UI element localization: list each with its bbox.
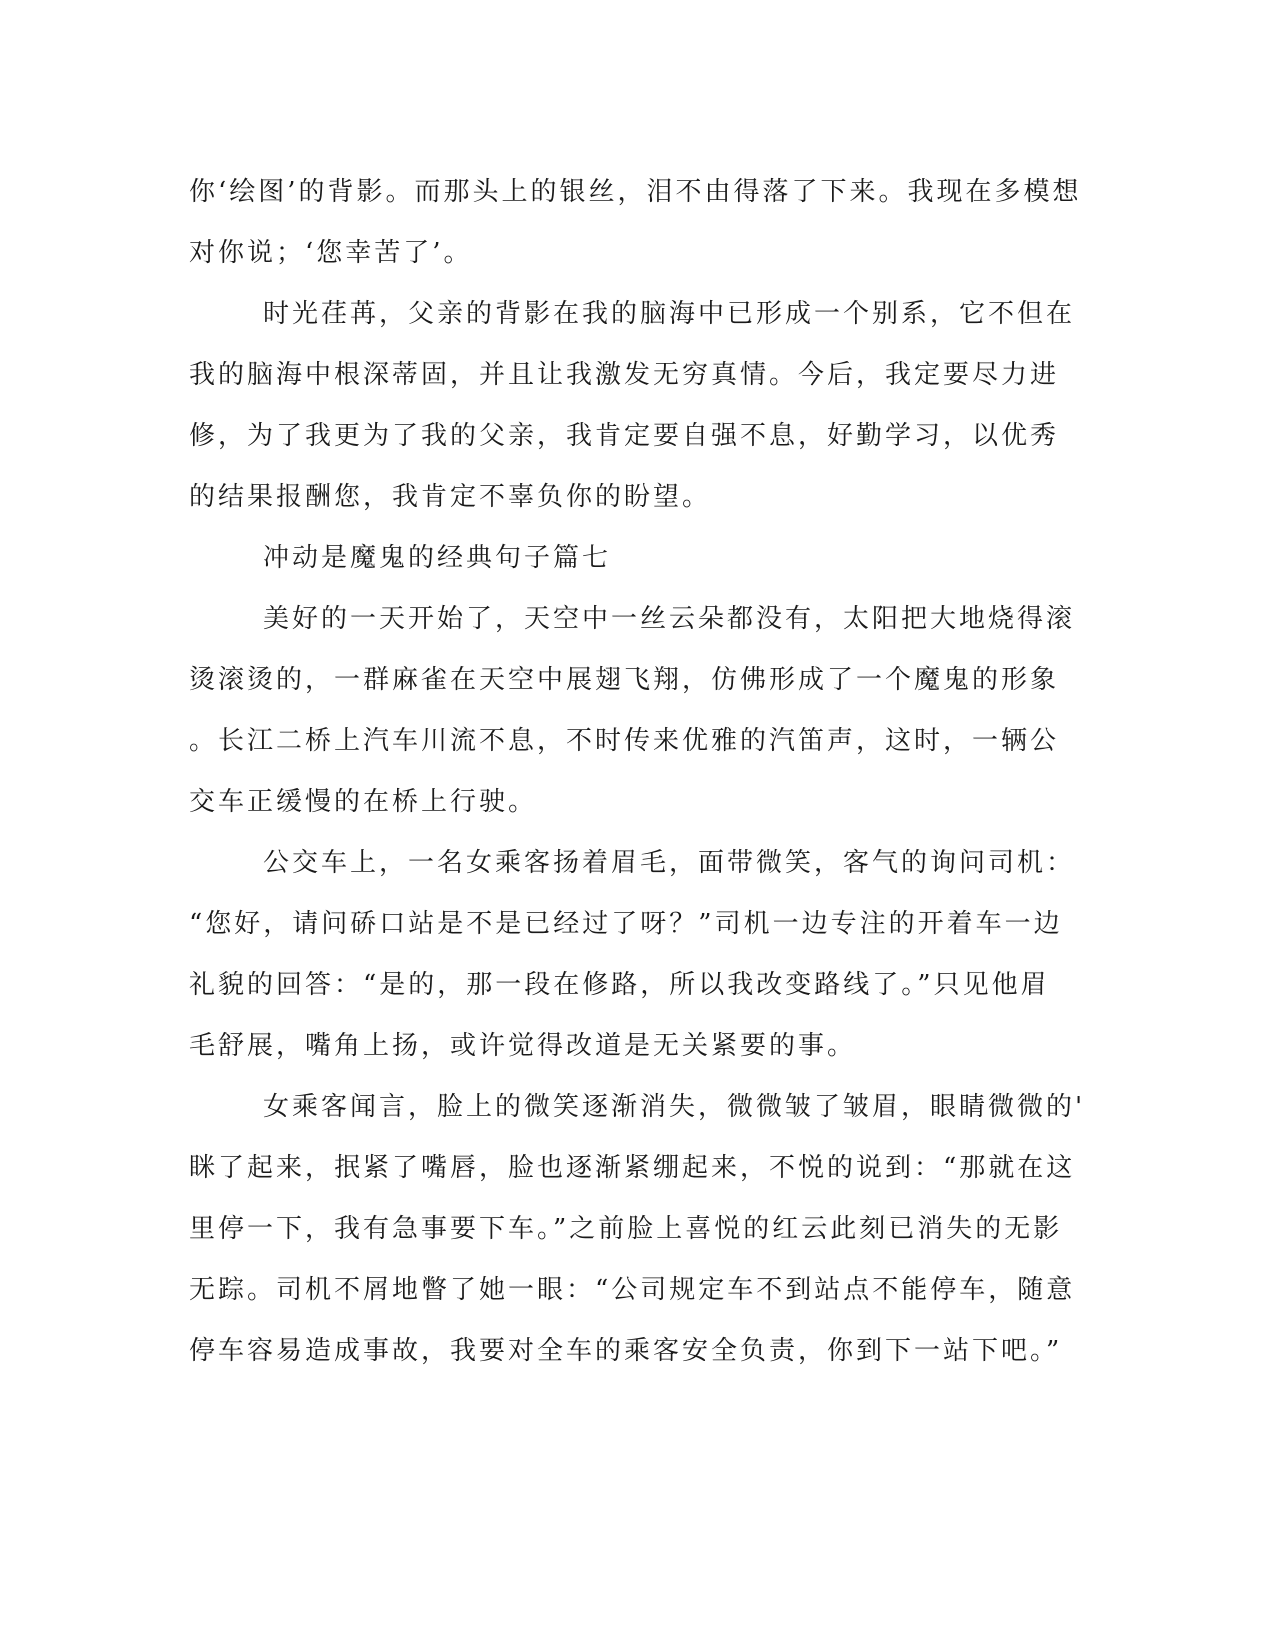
paragraph xyxy=(189,589,1089,833)
text-line: 的结果报酬您，我肯定不辜负你的盼望。 xyxy=(189,482,712,512)
text-line: 女乘客闻言，脸上的微笑逐渐消失，微微皱了皱眉，眼睛微微的' xyxy=(263,1092,1086,1122)
text-line: 美好的一天开始了，天空中一丝云朵都没有，太阳把大地烧得滚 xyxy=(263,604,1076,634)
text-line: 礼貌的回答：“是的，那一段在修路，所以我改变路线了。”只见他眉 xyxy=(189,970,1050,1000)
paragraph xyxy=(189,162,1089,284)
text-line: 时光荏苒，父亲的背影在我的脑海中已形成一个别系，它不但在 xyxy=(263,299,1076,329)
section-heading xyxy=(189,528,1089,589)
text-line: 毛舒展，嘴角上扬，或许觉得改道是无关紧要的事。 xyxy=(189,1031,857,1061)
paragraph xyxy=(189,833,1089,1077)
text-line: 停车容易造成事故，我要对全车的乘客安全负责，你到下一站下吧。” xyxy=(189,1336,1063,1366)
text-line: 修，为了我更为了我的父亲，我肯定要自强不息，好勤学习，以优秀 xyxy=(189,421,1060,451)
text-line: 眯了起来，抿紧了嘴唇，脸也逐渐紧绷起来，不悦的说到：“那就在这 xyxy=(189,1153,1076,1183)
paragraph xyxy=(189,284,1089,528)
text-line: 里停一下，我有急事要下车。”之前脸上喜悦的红云此刻已消失的无影 xyxy=(189,1214,1063,1244)
heading-line: 冲动是魔鬼的经典句子篇七 xyxy=(263,543,612,573)
text-line: 我的脑海中根深蒂固，并且让我激发无穷真情。今后，我定要尽力进 xyxy=(189,360,1060,390)
text-line: 无踪。司机不屑地瞥了她一眼：“公司规定车不到站点不能停车，随意 xyxy=(189,1275,1076,1305)
text-line: “您好，请问硚口站是不是已经过了呀？”司机一边专注的开着车一边 xyxy=(189,909,1063,939)
text-line: 公交车上，一名女乘客扬着眉毛，面带微笑，客气的询问司机： xyxy=(263,848,1076,878)
text-line: 对你说；‘您幸苦了’。 xyxy=(189,238,473,268)
text-line: 交车正缓慢的在桥上行驶。 xyxy=(189,787,538,817)
paragraph xyxy=(189,1077,1089,1382)
text-line: 。长江二桥上汽车川流不息，不时传来优雅的汽笛声，这时，一辆公 xyxy=(189,726,1060,756)
text-line: 烫滚烫的，一群麻雀在天空中展翅飞翔，仿佛形成了一个魔鬼的形象 xyxy=(189,665,1060,695)
text-line: 你‘绘图’的背影。而那头上的银丝，泪不由得落了下来。我现在多模想 xyxy=(189,177,1082,207)
document-body xyxy=(189,162,1089,1382)
